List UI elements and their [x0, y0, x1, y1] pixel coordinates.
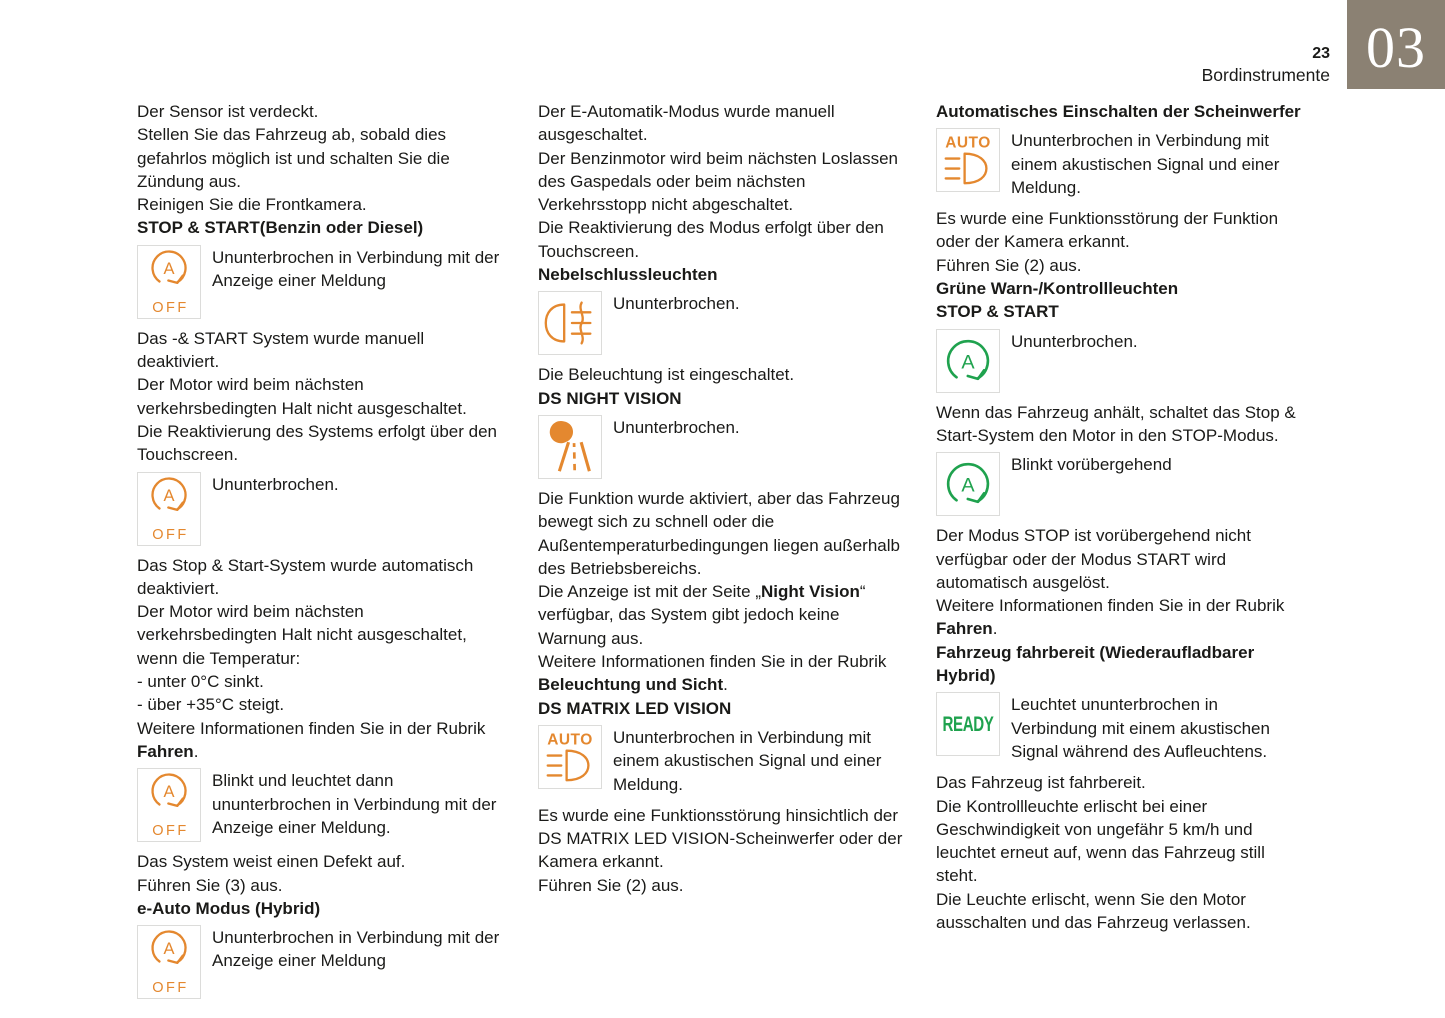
text-run: e-Auto Modus (Hybrid) — [137, 898, 321, 918]
text-run: Der E-Automatik-Modus wurde manuell ausgeschaltet. — [538, 102, 835, 145]
indicator-row — [538, 415, 906, 479]
text-run: Die Anzeige ist mit der Seite „ — [538, 582, 761, 602]
paragraph — [137, 670, 503, 693]
paragraph — [936, 207, 1308, 254]
text-run: Die Reaktivierung des Systems erfolgt über den Touchscreen. — [137, 421, 498, 465]
paragraph — [936, 524, 1308, 594]
stop-start-off-glyph — [138, 246, 200, 318]
section-heading — [538, 697, 906, 720]
paragraph — [936, 771, 1308, 794]
text-run: Das Fahrzeug ist fahrbereit. — [936, 773, 1146, 793]
auto-headlight-icon — [538, 725, 602, 789]
section-heading — [538, 387, 906, 410]
paragraph — [936, 254, 1308, 277]
text-run: DS NIGHT VISION — [538, 388, 682, 408]
section-heading — [936, 100, 1308, 123]
stop-start-off-icon — [137, 472, 201, 546]
paragraph — [137, 874, 503, 897]
indicator-row — [538, 725, 906, 796]
paragraph — [936, 795, 1308, 888]
ready-indicator-glyph — [937, 693, 999, 755]
text-run: Ununterbrochen in Verbindung mit der Anzeige einer Meldung — [212, 928, 500, 971]
svg-text:A: A — [163, 783, 175, 802]
section-heading — [936, 300, 1308, 323]
text-run: Automatisches Einschalten der Scheinwerfer — [936, 102, 1301, 121]
emphasis-text: Beleuchtung und Sicht — [538, 675, 724, 695]
paragraph — [538, 100, 906, 147]
text-run: Die Leuchte erlischt, wenn Sie den Motor ausschalten und das Fahrzeug verlassen. — [936, 889, 1251, 933]
paragraph — [137, 717, 503, 764]
stop-start-off-icon — [137, 245, 201, 319]
column-right — [936, 100, 1308, 934]
text-run: Führen Sie (2) aus. — [936, 255, 1082, 275]
paragraph — [936, 401, 1308, 448]
text-run: . — [193, 741, 199, 761]
paragraph — [936, 594, 1308, 641]
auto-headlight-glyph — [539, 726, 601, 788]
text-run: Das Stop & Start-System wurde automatisch deaktiviert. — [137, 555, 474, 598]
indicator-caption — [613, 415, 906, 439]
paragraph — [538, 804, 906, 874]
emphasis-text: Fahren — [936, 619, 993, 639]
indicator-caption — [212, 472, 503, 496]
stop-start-glyph — [937, 453, 999, 515]
paragraph — [137, 554, 503, 601]
svg-text:A: A — [163, 486, 175, 505]
night-vision-icon — [538, 415, 602, 479]
paragraph — [538, 487, 906, 580]
svg-text:A: A — [163, 940, 175, 959]
svg-text:OFF: OFF — [152, 980, 189, 997]
text-run: . — [723, 675, 728, 695]
indicator-row — [936, 692, 1308, 763]
stop-start-icon — [936, 452, 1000, 516]
section-heading — [936, 277, 1308, 300]
svg-text:A: A — [163, 259, 175, 278]
paragraph — [538, 363, 906, 386]
text-run: - über +35°C steigt. — [137, 695, 285, 715]
stop-start-icon — [936, 329, 1000, 393]
text-run: Leuchtet ununterbrochen in Verbindung mit einem akustischen Signal während des Aufleuchtens. — [1011, 695, 1270, 761]
column-middle — [538, 100, 906, 897]
text-run: Es wurde eine Funktionsstörung hinsichtlich der DS MATRIX LED VISION-Scheinwerfer oder der Kamera erkannt. — [538, 805, 903, 872]
text-run: Blinkt vorübergehend — [1011, 455, 1172, 475]
text-run: . — [992, 619, 998, 639]
indicator-row — [137, 925, 503, 999]
section-heading — [137, 216, 503, 239]
text-run: Der Motor wird beim nächsten verkehrsbedingten Halt nicht ausgeschaltet, wenn die Temperatur: — [137, 602, 467, 668]
text-run: Die Beleuchtung ist eingeschaltet. — [538, 365, 795, 385]
stop-start-glyph — [937, 330, 999, 392]
text-run: Der Motor wird beim nächsten verkehrsbedingten Halt nicht ausgeschaltet. — [137, 375, 467, 418]
paragraph — [137, 693, 503, 716]
paragraph — [538, 216, 906, 263]
svg-text:AUTO: AUTO — [945, 134, 991, 152]
section-heading — [936, 641, 1308, 688]
paragraph — [137, 420, 503, 467]
svg-text:OFF: OFF — [152, 526, 189, 543]
text-run: Ununterbrochen in Verbindung mit der Anzeige einer Meldung — [212, 247, 500, 291]
text-run: Das -& START System wurde manuell deaktiviert. — [137, 328, 425, 372]
svg-text:READY: READY — [942, 711, 994, 736]
paragraph — [137, 850, 503, 873]
text-run: STOP & START — [936, 302, 1059, 322]
indicator-row — [538, 291, 906, 355]
stop-start-off-glyph — [138, 926, 200, 998]
text-run: Das System weist einen Defekt auf. — [137, 852, 406, 872]
text-run: STOP & START(Benzin oder Diesel) — [137, 218, 424, 238]
paragraph — [137, 373, 503, 420]
svg-text:A: A — [961, 350, 975, 373]
text-run: Der Modus STOP ist vorübergehend nicht verfügbar oder der Modus START wird automatisch ausgelöst. — [936, 526, 1251, 592]
text-run: Die Reaktivierung des Modus erfolgt über den Touchscreen. — [538, 218, 884, 261]
indicator-caption — [212, 768, 503, 839]
text-run: Der Sensor ist verdeckt. — [137, 102, 319, 121]
paragraph — [137, 327, 503, 374]
text-run: Fahrzeug fahrbereit (Wiederaufladbarer Hybrid) — [936, 642, 1255, 686]
stop-start-off-icon — [137, 925, 201, 999]
text-run: Ununterbrochen in Verbindung mit einem akustischen Signal und einer Meldung. — [1011, 131, 1280, 197]
text-run: Weitere Informationen finden Sie in der Rubrik — [137, 718, 486, 738]
stop-start-off-glyph — [138, 769, 200, 841]
indicator-caption — [212, 245, 503, 293]
emphasis-text: Night Vision — [760, 582, 860, 602]
text-run: “ verfügbar, das System gibt jedoch keine Warnung aus. — [538, 582, 866, 648]
section-heading — [137, 897, 503, 920]
text-run: Blinkt und leuchtet dann ununterbrochen in Verbindung mit der Anzeige einer Meldung. — [212, 771, 497, 837]
ready-indicator-icon — [936, 692, 1000, 756]
paragraph — [936, 888, 1308, 935]
paragraph — [137, 123, 503, 193]
column-left — [137, 100, 503, 1007]
text-run: DS MATRIX LED VISION — [538, 698, 732, 718]
text-run: Weitere Informationen finden Sie in der Rubrik — [936, 596, 1285, 616]
chapter-number: 03 — [1366, 14, 1426, 80]
text-run: Ununterbrochen. — [1011, 331, 1138, 351]
indicator-caption — [1011, 692, 1308, 763]
text-run: Stellen Sie das Fahrzeug ab, sobald dies gefahrlos möglich ist und schalten Sie die Zündung aus. — [137, 125, 450, 191]
text-run: Wenn das Fahrzeug anhält, schaltet das Stop & Start-System den Motor in den STOP-Modus. — [936, 402, 1296, 445]
paragraph — [538, 580, 906, 650]
indicator-caption — [1011, 128, 1308, 199]
rear-fog-light-icon — [538, 291, 602, 355]
section-heading — [538, 263, 906, 286]
stop-start-off-glyph — [138, 473, 200, 545]
svg-text:AUTO: AUTO — [547, 731, 593, 749]
section-title: Bordinstrumente — [1201, 65, 1330, 86]
text-run: Reinigen Sie die Frontkamera. — [137, 195, 367, 215]
paragraph — [137, 193, 503, 216]
indicator-row — [137, 472, 503, 546]
text-run: Weitere Informationen finden Sie in der Rubrik — [538, 652, 887, 672]
text-run: - unter 0°C sinkt. — [137, 672, 264, 692]
text-run: Ununterbrochen. — [613, 294, 740, 314]
svg-text:A: A — [961, 474, 975, 497]
text-run: Nebelschlussleuchten — [538, 265, 718, 285]
indicator-caption — [1011, 329, 1308, 353]
emphasis-text: Fahren — [137, 741, 194, 761]
text-run: Grüne Warn-/Kontrollleuchten — [936, 279, 1179, 299]
indicator-row — [936, 452, 1308, 516]
indicator-caption — [613, 291, 906, 315]
text-run: Führen Sie (2) aus. — [538, 875, 684, 895]
page-header — [1202, 44, 1330, 86]
indicator-row — [936, 128, 1308, 199]
indicator-caption — [1011, 452, 1308, 476]
night-vision-glyph — [539, 416, 601, 478]
indicator-caption — [212, 925, 503, 973]
chapter-tab — [1347, 0, 1445, 89]
text-run: Der Benzinmotor wird beim nächsten Loslassen des Gaspedals oder beim nächsten Verkehrsstopp nicht abgeschaltet. — [538, 148, 899, 215]
paragraph — [137, 100, 503, 123]
rear-fog-light-glyph — [539, 292, 601, 354]
text-run: Ununterbrochen in Verbindung mit einem akustischen Signal und einer Meldung. — [613, 727, 882, 794]
svg-text:OFF: OFF — [152, 823, 189, 840]
stop-start-off-icon — [137, 768, 201, 842]
paragraph — [538, 147, 906, 217]
text-run: Es wurde eine Funktionsstörung der Funktion oder der Kamera erkannt. — [936, 209, 1279, 252]
auto-headlight-glyph — [937, 129, 999, 191]
indicator-row — [137, 768, 503, 842]
indicator-row — [936, 329, 1308, 393]
svg-text:OFF: OFF — [152, 299, 189, 316]
paragraph — [137, 600, 503, 670]
text-run: Ununterbrochen. — [613, 417, 740, 437]
indicator-caption — [613, 725, 906, 796]
page-number: 23 — [1312, 45, 1330, 62]
indicator-row — [137, 245, 503, 319]
text-run: Die Kontrollleuchte erlischt bei einer Geschwindigkeit von ungefähr 5 km/h und leuchtet erneut auf, wenn das Fahrzeug still steht. — [936, 796, 1265, 886]
text-run: Die Funktion wurde aktiviert, aber das Fahrzeug bewegt sich zu schnell oder die Außentemperaturbedingungen liegen außerhalb des Betriebsbereichs. — [538, 488, 900, 578]
text-run: Ununterbrochen. — [212, 474, 339, 494]
paragraph — [538, 650, 906, 697]
paragraph — [538, 874, 906, 897]
text-run: Führen Sie (3) aus. — [137, 875, 283, 895]
auto-headlight-icon — [936, 128, 1000, 192]
